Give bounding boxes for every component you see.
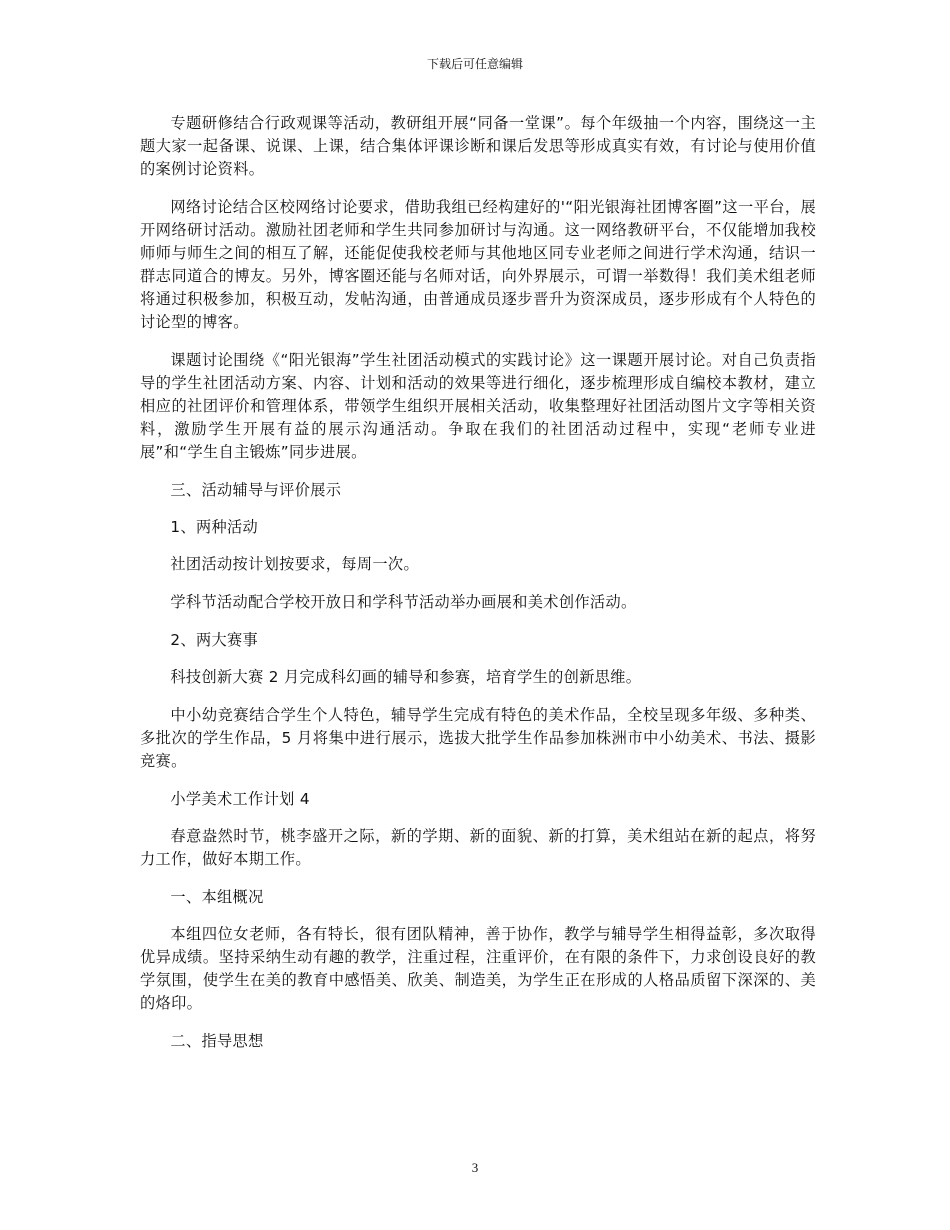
paragraph: 科技创新大赛 2 月完成科幻画的辅导和参赛，培育学生的创新思维。 <box>170 668 642 686</box>
document-body <box>140 112 816 1067</box>
section-heading: 二、指导思想 <box>170 1032 264 1050</box>
paragraph: 中小幼竞赛结合学生个人特色，辅导学生完成有特色的美术作品，全校呈现多年级、多种类、多批次的学生作品，5 月将集中进行展示，选拔大批学生作品参加株洲市中小幼美术、书法、摄影竞赛。 <box>140 706 816 770</box>
subsection-heading: 1、两种活动 <box>170 518 259 536</box>
paragraph: 专题研修结合行政观课等活动，教研组开展“同备一堂课”。每个年级抽一个内容，围绕这一主题大家一起备课、说课、上课，结合集体评课诊断和课后发思等形成真实有效，有讨论与使用价值的案例讨论资料。 <box>140 114 816 178</box>
paragraph: 社团活动按计划按要求，每周一次。 <box>170 555 419 573</box>
document-title: 小学美术工作计划 4 <box>170 790 310 808</box>
paragraph: 本组四位女老师，各有特长，很有团队精神，善于协作，教学与辅导学生相得益彰，多次取得优异成绩。坚持采纳生动有趣的教学，注重过程，注重评价，在有限的条件下，力求创设良好的教学氛围，使学生在美的教育中感悟美、欣美、制造美，为学生正在形成的人格品质留下深深的、美的烙印。 <box>140 925 816 1012</box>
page-header: 下载后可任意编辑 <box>426 57 523 71</box>
paragraph: 学科节活动配合学校开放日和学科节活动举办画展和美术创作活动。 <box>170 593 637 611</box>
subsection-heading: 2、两大赛事 <box>170 631 259 649</box>
section-heading: 一、本组概况 <box>170 888 264 906</box>
paragraph: 课题讨论围绕《“阳光银海”学生社团活动模式的实践讨论》这一课题开展讨论。对自己负责指导的学生社团活动方案、内容、计划和活动的效果等进行细化，逐步梳理形成自编校本教材，建立相应的社团评价和管理体系，带领学生组织开展相关活动，收集整理好社团活动图片文字等相关资料，激励学生开展有益的展示沟通活动。争取在我们的社团活动过程中，实现“老师专业进展”和“学生自主锻炼”同步进展。 <box>140 351 816 461</box>
section-heading: 三、活动辅导与评价展示 <box>170 481 342 499</box>
paragraph: 春意盎然时节，桃李盛开之际，新的学期、新的面貌、新的打算，美术组站在新的起点，将努力工作，做好本期工作。 <box>140 827 816 868</box>
paragraph: 网络讨论结合区校网络讨论要求，借助我组已经构建好的'“阳光银海社团博客圈”这一平台，展开网络研讨活动。激励社团老师和学生共同参加研讨与沟通。这一网络教研平台，不仅能增加我校师师与师生之间的相互了解，还能促使我校老师与其他地区同专业老师之间进行学术沟通，结识一群志同道合的博友。另外，博客圈还能与名师对话，向外界展示，可谓一举数得！我们美术组老师将通过积极参加，积极互动，发帖沟通，由普通成员逐步晋升为资深成员，逐步形成有个人特色的讨论型的博客。 <box>140 198 816 331</box>
page-number: 3 <box>471 1160 479 1175</box>
